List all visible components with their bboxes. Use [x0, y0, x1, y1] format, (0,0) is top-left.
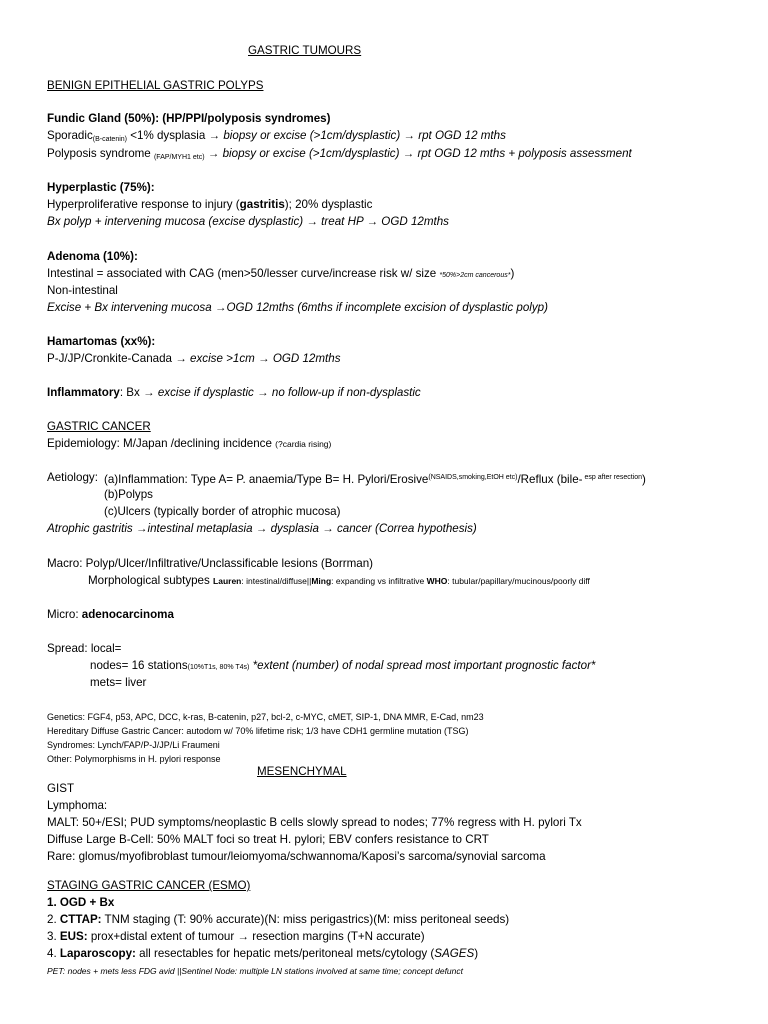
section-heading-cancer: GASTRIC CANCER — [47, 420, 151, 433]
hamartomas-line-1 — [47, 352, 341, 366]
aetiology-a2: /Reflux (bile- — [517, 473, 583, 486]
hamartomas-heading: Hamartomas (xx%): — [47, 335, 156, 348]
hyperplastic-l1-pre: Hyperproliferative response to injury ( — [47, 198, 240, 211]
adenoma-l1: Intestinal = associated with CAG (men>50/lesser curve/increase risk w/ size — [47, 267, 440, 280]
section-heading-benign: BENIGN EPITHELIAL GASTRIC POLYPS — [47, 79, 264, 92]
fundic-polyposis-label: Polyposis syndrome — [47, 147, 154, 160]
staging-s2-num: 2. — [47, 913, 60, 926]
staging-s4-italic: SAGES — [434, 947, 475, 960]
gist-line: GIST — [47, 782, 75, 795]
other-note: Other: Polymorphisms in H. pylori response — [47, 754, 221, 764]
fundic-polyposis-sub: (FAP/MYH1 etc) — [153, 154, 205, 161]
aetiology-c: (c)Ulcers (typically border of atrophic mucosa) — [104, 505, 341, 518]
staging-s4-num: 4. — [47, 947, 60, 960]
ming-text: : expanding vs infiltrative — [331, 576, 427, 586]
staging-s2-label: CTTAP: — [59, 913, 102, 926]
lymphoma-line: Lymphoma: — [47, 799, 108, 812]
genetics-note: Genetics: FGF4, p53, APC, DCC, k-ras, B-catenin, p27, bcl-2, c-MYC, cMET, SIP-1, DNA MMR, E-Cad, nm23 — [47, 712, 484, 722]
aetiology-a-sup: (NSAIDS,smoking,EtOH etc) — [428, 474, 518, 481]
fundic-polyposis-arrow: → — [204, 147, 223, 160]
hyperplastic-line-1 — [47, 198, 372, 212]
adenoma-l1-small: *50%>2cm cancerous* — [439, 272, 511, 279]
correa-line: Atrophic gastritis →intestinal metaplasia → dysplasia → cancer (Correa hypothesis) — [47, 522, 477, 535]
spread-line: Spread: local= — [47, 642, 122, 655]
aetiology-a3: ) — [642, 473, 646, 486]
lauren-label: Lauren — [213, 576, 242, 586]
aetiology-a: (a)Inflammation: Type A= P. anaemia/Type B= H. Pylori/Erosive — [104, 473, 429, 486]
staging-step-4 — [47, 947, 478, 961]
mets-line: mets= liver — [90, 676, 147, 689]
staging-s4-text: all resectables for hepatic mets/peritoneal mets/cytology ( — [135, 947, 435, 960]
hamartomas-l1-pre: P-J/JP/Cronkite-Canada → — [47, 352, 191, 365]
adenoma-l1-end: ) — [510, 267, 515, 280]
section-heading-mesenchymal: MESENCHYMAL — [257, 765, 347, 778]
who-text: : tubular/papillary/mucinous/poorly diff — [447, 576, 590, 586]
fundic-polyposis-line — [47, 147, 632, 165]
nodes-italic: *extent (number) of nodal spread most important prognostic factor* — [249, 659, 596, 672]
dlbc-line: Diffuse Large B-Cell: 50% MALT foci so treat H. pylori; EBV confers resistance to CRT — [47, 833, 489, 846]
pet-note: PET: nodes + mets less FDG avid ||Sentinel Node: multiple LN stations involved at same time; concept defunct — [47, 966, 463, 976]
hyperplastic-l1-post: ); 20% dysplastic — [284, 198, 373, 211]
aetiology-a2-sup: esp after resection — [582, 474, 643, 481]
staging-s2-text: TNM staging (T: 90% accurate)(N: miss perigastrics)(M: miss peritoneal seeds) — [101, 913, 510, 926]
section-heading-staging: STAGING GASTRIC CANCER (ESMO) — [47, 879, 251, 892]
inflammatory-it: excise if dysplastic → no follow-up if non-dysplastic — [157, 386, 421, 399]
page-title: GASTRIC TUMOURS — [248, 44, 362, 57]
fundic-gland-heading: Fundic Gland (50%): (HP/PPI/polyposis syndromes) — [47, 112, 331, 125]
epidemiology-text: Epidemiology: M/Japan /declining incidence — [47, 437, 276, 450]
adenoma-heading: Adenoma (10%): — [47, 250, 138, 263]
hyperplastic-heading: Hyperplastic (75%): — [47, 181, 155, 194]
staging-s3-label: EUS: — [59, 930, 88, 943]
micro-pre: Micro: — [47, 608, 82, 621]
staging-step-2 — [47, 913, 509, 927]
epidemiology-small: (?cardia rising) — [275, 439, 332, 449]
fundic-sporadic-label: Sporadic — [47, 129, 93, 142]
fundic-sporadic-line — [47, 129, 506, 147]
micro-line — [47, 608, 174, 622]
hamartomas-l1-it: excise >1cm → OGD 12mths — [190, 352, 341, 365]
staging-s4-label: Laparoscopy: — [59, 947, 136, 960]
lauren-text: : intestinal/diffuse|| — [241, 576, 312, 586]
adenoma-line-2: Non-intestinal — [47, 284, 118, 297]
ming-label: Ming — [311, 576, 332, 586]
nodes-line — [90, 659, 595, 675]
nodes-text: nodes= 16 stations — [90, 659, 188, 672]
staging-s4-end: ) — [474, 947, 479, 960]
adenoma-line-3: Excise + Bx intervening mucosa →OGD 12mths (6mths if incomplete excision of dysplastic polyp) — [47, 301, 548, 314]
fundic-polyposis-mgmt: biopsy or excise (>1cm/dysplastic) → rpt OGD 12 mths + polyposis assessment — [222, 147, 632, 160]
morphology-line — [88, 574, 590, 588]
epidemiology-line — [47, 437, 331, 451]
staging-step-3 — [47, 930, 425, 944]
fundic-sporadic-sub: (B-catenin) — [92, 136, 127, 143]
hyperplastic-l1-bold: gastritis — [239, 198, 285, 211]
morph-text: Morphological subtypes — [88, 574, 214, 587]
inflammatory-line — [47, 386, 421, 400]
inflammatory-pre: : Bx → — [119, 386, 158, 399]
inflammatory-label: Inflammatory — [47, 386, 120, 399]
adenoma-line-1 — [47, 267, 514, 283]
hereditary-note: Hereditary Diffuse Gastric Cancer: autodom w/ 70% lifetime risk; 1/3 have CDH1 germline mutation (TSG) — [47, 726, 469, 736]
aetiology-label: Aetiology: — [47, 471, 98, 484]
aetiology-b: (b)Polyps — [104, 488, 153, 501]
staging-s3-text: prox+distal extent of tumour → resection margins (T+N accurate) — [87, 930, 425, 943]
aetiology-a-line — [104, 471, 646, 487]
rare-line: Rare: glomus/myofibroblast tumour/leiomyoma/schwannoma/Kaposi’s sarcoma/synovial sarcoma — [47, 850, 546, 863]
who-label: WHO — [426, 576, 448, 586]
micro-bold: adenocarcinoma — [81, 608, 174, 621]
malt-line: MALT: 50+/ESI; PUD symptoms/neoplastic B cells slowly spread to nodes; 77% regress with H. pylori Tx — [47, 816, 582, 829]
syndromes-note: Syndromes: Lynch/FAP/P-J/JP/Li Fraumeni — [47, 740, 220, 750]
hyperplastic-line-2: Bx polyp + intervening mucosa (excise dysplastic) → treat HP → OGD 12mths — [47, 215, 449, 228]
nodes-small: (10%T1s, 80% T4s) — [187, 664, 250, 671]
staging-step-1: 1. OGD + Bx — [47, 896, 115, 909]
staging-s3-num: 3. — [47, 930, 60, 943]
fundic-sporadic-mgmt: biopsy or excise (>1cm/dysplastic) → rpt OGD 12 mths — [223, 129, 506, 142]
fundic-sporadic-text: <1% dysplasia → — [127, 129, 224, 142]
macro-line: Macro: Polyp/Ulcer/Infiltrative/Unclassificable lesions (Borrman) — [47, 557, 374, 570]
